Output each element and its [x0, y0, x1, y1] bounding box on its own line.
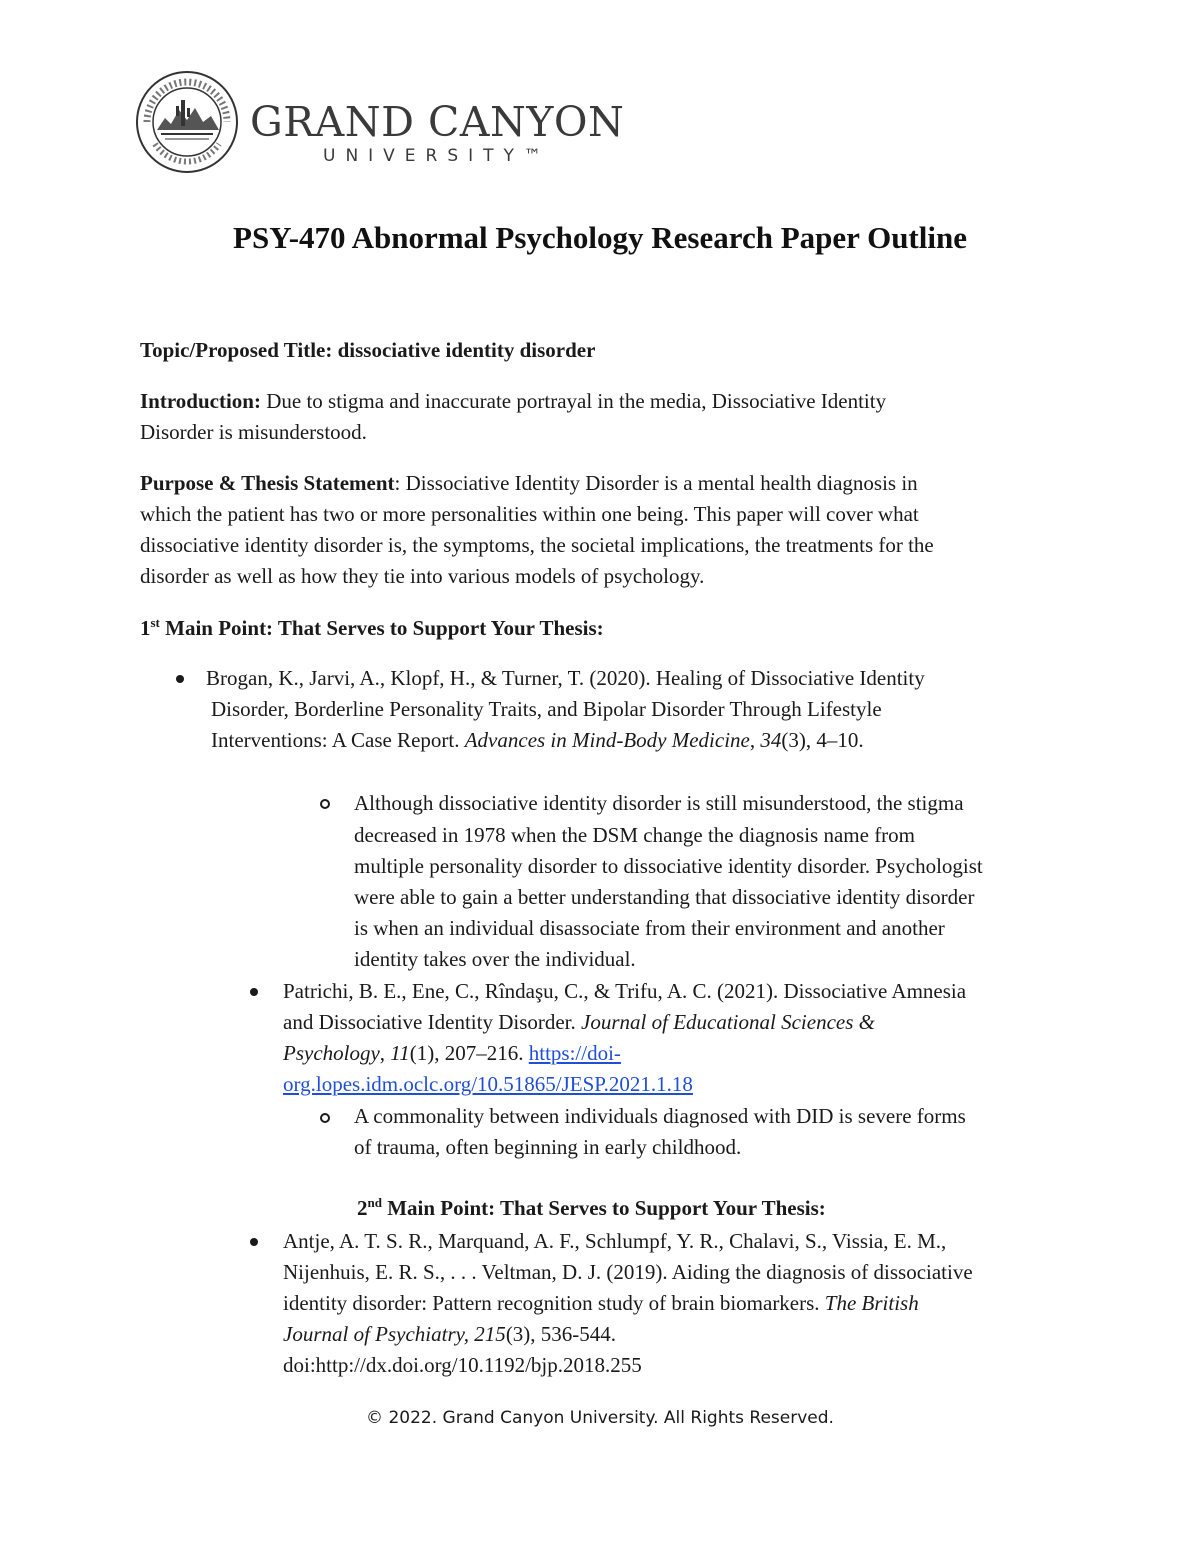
reference-3-line-4	[283, 1319, 616, 1350]
reference-2-line-1: Patrichi, B. E., Ene, C., Rîndaşu, C., & Trifu, A. C. (2021). Dissociative Amnesia	[283, 979, 967, 1003]
main-point-2-label: Main Point: That Serves to Support Your Thesis:	[381, 1196, 826, 1220]
topic-line	[140, 335, 595, 366]
reference-2-doi-link-cont[interactable]: org.lopes.idm.oclc.org/10.51865/JESP.2021.1.18	[283, 1072, 693, 1096]
reference-3-journal: The British	[824, 1291, 919, 1315]
reference-3-line-2: Nijenhuis, E. R. S., . . . Veltman, D. J. (2019). Aiding the diagnosis of dissociative	[283, 1260, 973, 1284]
reference-2-doi-link[interactable]: https://doi-	[528, 1041, 621, 1065]
reference-3-pages: (3), 536-544.	[505, 1322, 617, 1346]
reference-2-pages: (1), 207–216.	[409, 1041, 529, 1065]
reference-1-note-line-4: were able to gain a better understanding that dissociative identity disorder	[354, 885, 975, 909]
main-point-1-heading	[140, 613, 604, 644]
purpose-line-4: disorder as well as how they tie into various models of psychology.	[140, 564, 705, 588]
copyright-footer: © 2022. Grand Canyon University. All Rights Reserved.	[366, 1408, 834, 1428]
reference-1-line-2: Disorder, Borderline Personality Traits, and Bipolar Disorder Through Lifestyle	[211, 697, 882, 721]
topic-label: Topic/Proposed Title:	[140, 338, 333, 362]
reference-2-text: and Dissociative Identity Disorder.	[283, 1010, 582, 1034]
reference-1-line-3	[211, 725, 864, 756]
purpose-line-3: dissociative identity disorder is, the symptoms, the societal implications, the treatments for the	[140, 533, 934, 557]
main-point-2-heading	[357, 1193, 826, 1224]
purpose-line-1	[140, 468, 918, 499]
purpose-label: Purpose & Thesis Statement	[140, 471, 395, 495]
sub-bullet-icon	[320, 799, 330, 809]
main-point-1-ordinal: st	[150, 615, 160, 630]
reference-2-separator: ,	[379, 1041, 391, 1065]
sub-bullet-icon	[320, 1113, 330, 1123]
reference-1-text: Interventions: A Case Report.	[211, 728, 465, 752]
introduction-text: Due to stigma and inaccurate portrayal in the media, Dissociative Identity	[260, 389, 887, 413]
reference-1-note-line-6: identity takes over the individual.	[354, 947, 636, 971]
reference-2-note-line-1: A commonality between individuals diagnosed with DID is severe forms	[354, 1104, 966, 1128]
introduction-line-2: Disorder is misunderstood.	[140, 420, 367, 444]
main-point-1-number: 1	[140, 616, 151, 640]
purpose-text: : Dissociative Identity Disorder is a mental health diagnosis in	[394, 471, 918, 495]
bullet-icon	[250, 988, 258, 996]
bullet-icon	[176, 675, 184, 683]
university-seal-icon	[135, 70, 239, 174]
main-point-2-number: 2	[357, 1196, 368, 1220]
reference-3-line-1: Antje, A. T. S. R., Marquand, A. F., Schlumpf, Y. R., Chalavi, S., Vissia, E. M.,	[283, 1229, 947, 1253]
university-logo	[135, 70, 625, 175]
reference-1-note-line-1: Although dissociative identity disorder is still misunderstood, the stigma	[354, 791, 964, 815]
topic-value: dissociative identity disorder	[332, 338, 596, 362]
logo-subtitle: UNIVERSITY™	[323, 146, 551, 166]
reference-1-pages: (3), 4–10.	[781, 728, 864, 752]
purpose-line-2: which the patient has two or more personalities within one being. This paper will cover what	[140, 502, 919, 526]
reference-2-line-2	[283, 1007, 875, 1038]
logo-wordmark: GRAND CANYON	[250, 98, 625, 146]
main-point-2-ordinal: nd	[367, 1195, 382, 1210]
reference-2-journal: Journal of Educational Sciences &	[581, 1010, 875, 1034]
reference-3-line-3	[283, 1288, 919, 1319]
reference-1-journal: Advances in Mind-Body Medicine	[464, 728, 750, 752]
reference-1-line-1: Brogan, K., Jarvi, A., Klopf, H., & Turner, T. (2020). Healing of Dissociative Identity	[206, 666, 925, 690]
bullet-icon	[250, 1238, 258, 1246]
reference-2-journal-cont: Psychology	[283, 1041, 380, 1065]
introduction-line-1	[140, 386, 886, 417]
reference-2-volume: 11	[390, 1041, 410, 1065]
reference-3-line-5: doi:http://dx.doi.org/10.1192/bjp.2018.255	[283, 1353, 642, 1377]
reference-1-volume: 34	[760, 728, 782, 752]
main-point-1-label: Main Point: That Serves to Support Your Thesis:	[159, 616, 604, 640]
page-title: PSY-470 Abnormal Psychology Research Paper Outline	[233, 220, 967, 255]
reference-1-separator: ,	[749, 728, 761, 752]
reference-2-note-line-2: of trauma, often beginning in early childhood.	[354, 1135, 742, 1159]
introduction-label: Introduction:	[140, 389, 261, 413]
reference-3-text: identity disorder: Pattern recognition study of brain biomarkers.	[283, 1291, 825, 1315]
reference-1-note-line-3: multiple personality disorder to dissociative identity disorder. Psychologist	[354, 854, 983, 878]
reference-3-journal-cont: Journal of Psychiatry, 215	[283, 1322, 506, 1346]
reference-2-line-3	[283, 1038, 621, 1069]
reference-1-note-line-2: decreased in 1978 when the DSM change the diagnosis name from	[354, 823, 916, 847]
reference-1-note-line-5: is when an individual disassociate from their environment and another	[354, 916, 945, 940]
reference-2-line-4	[283, 1069, 693, 1100]
